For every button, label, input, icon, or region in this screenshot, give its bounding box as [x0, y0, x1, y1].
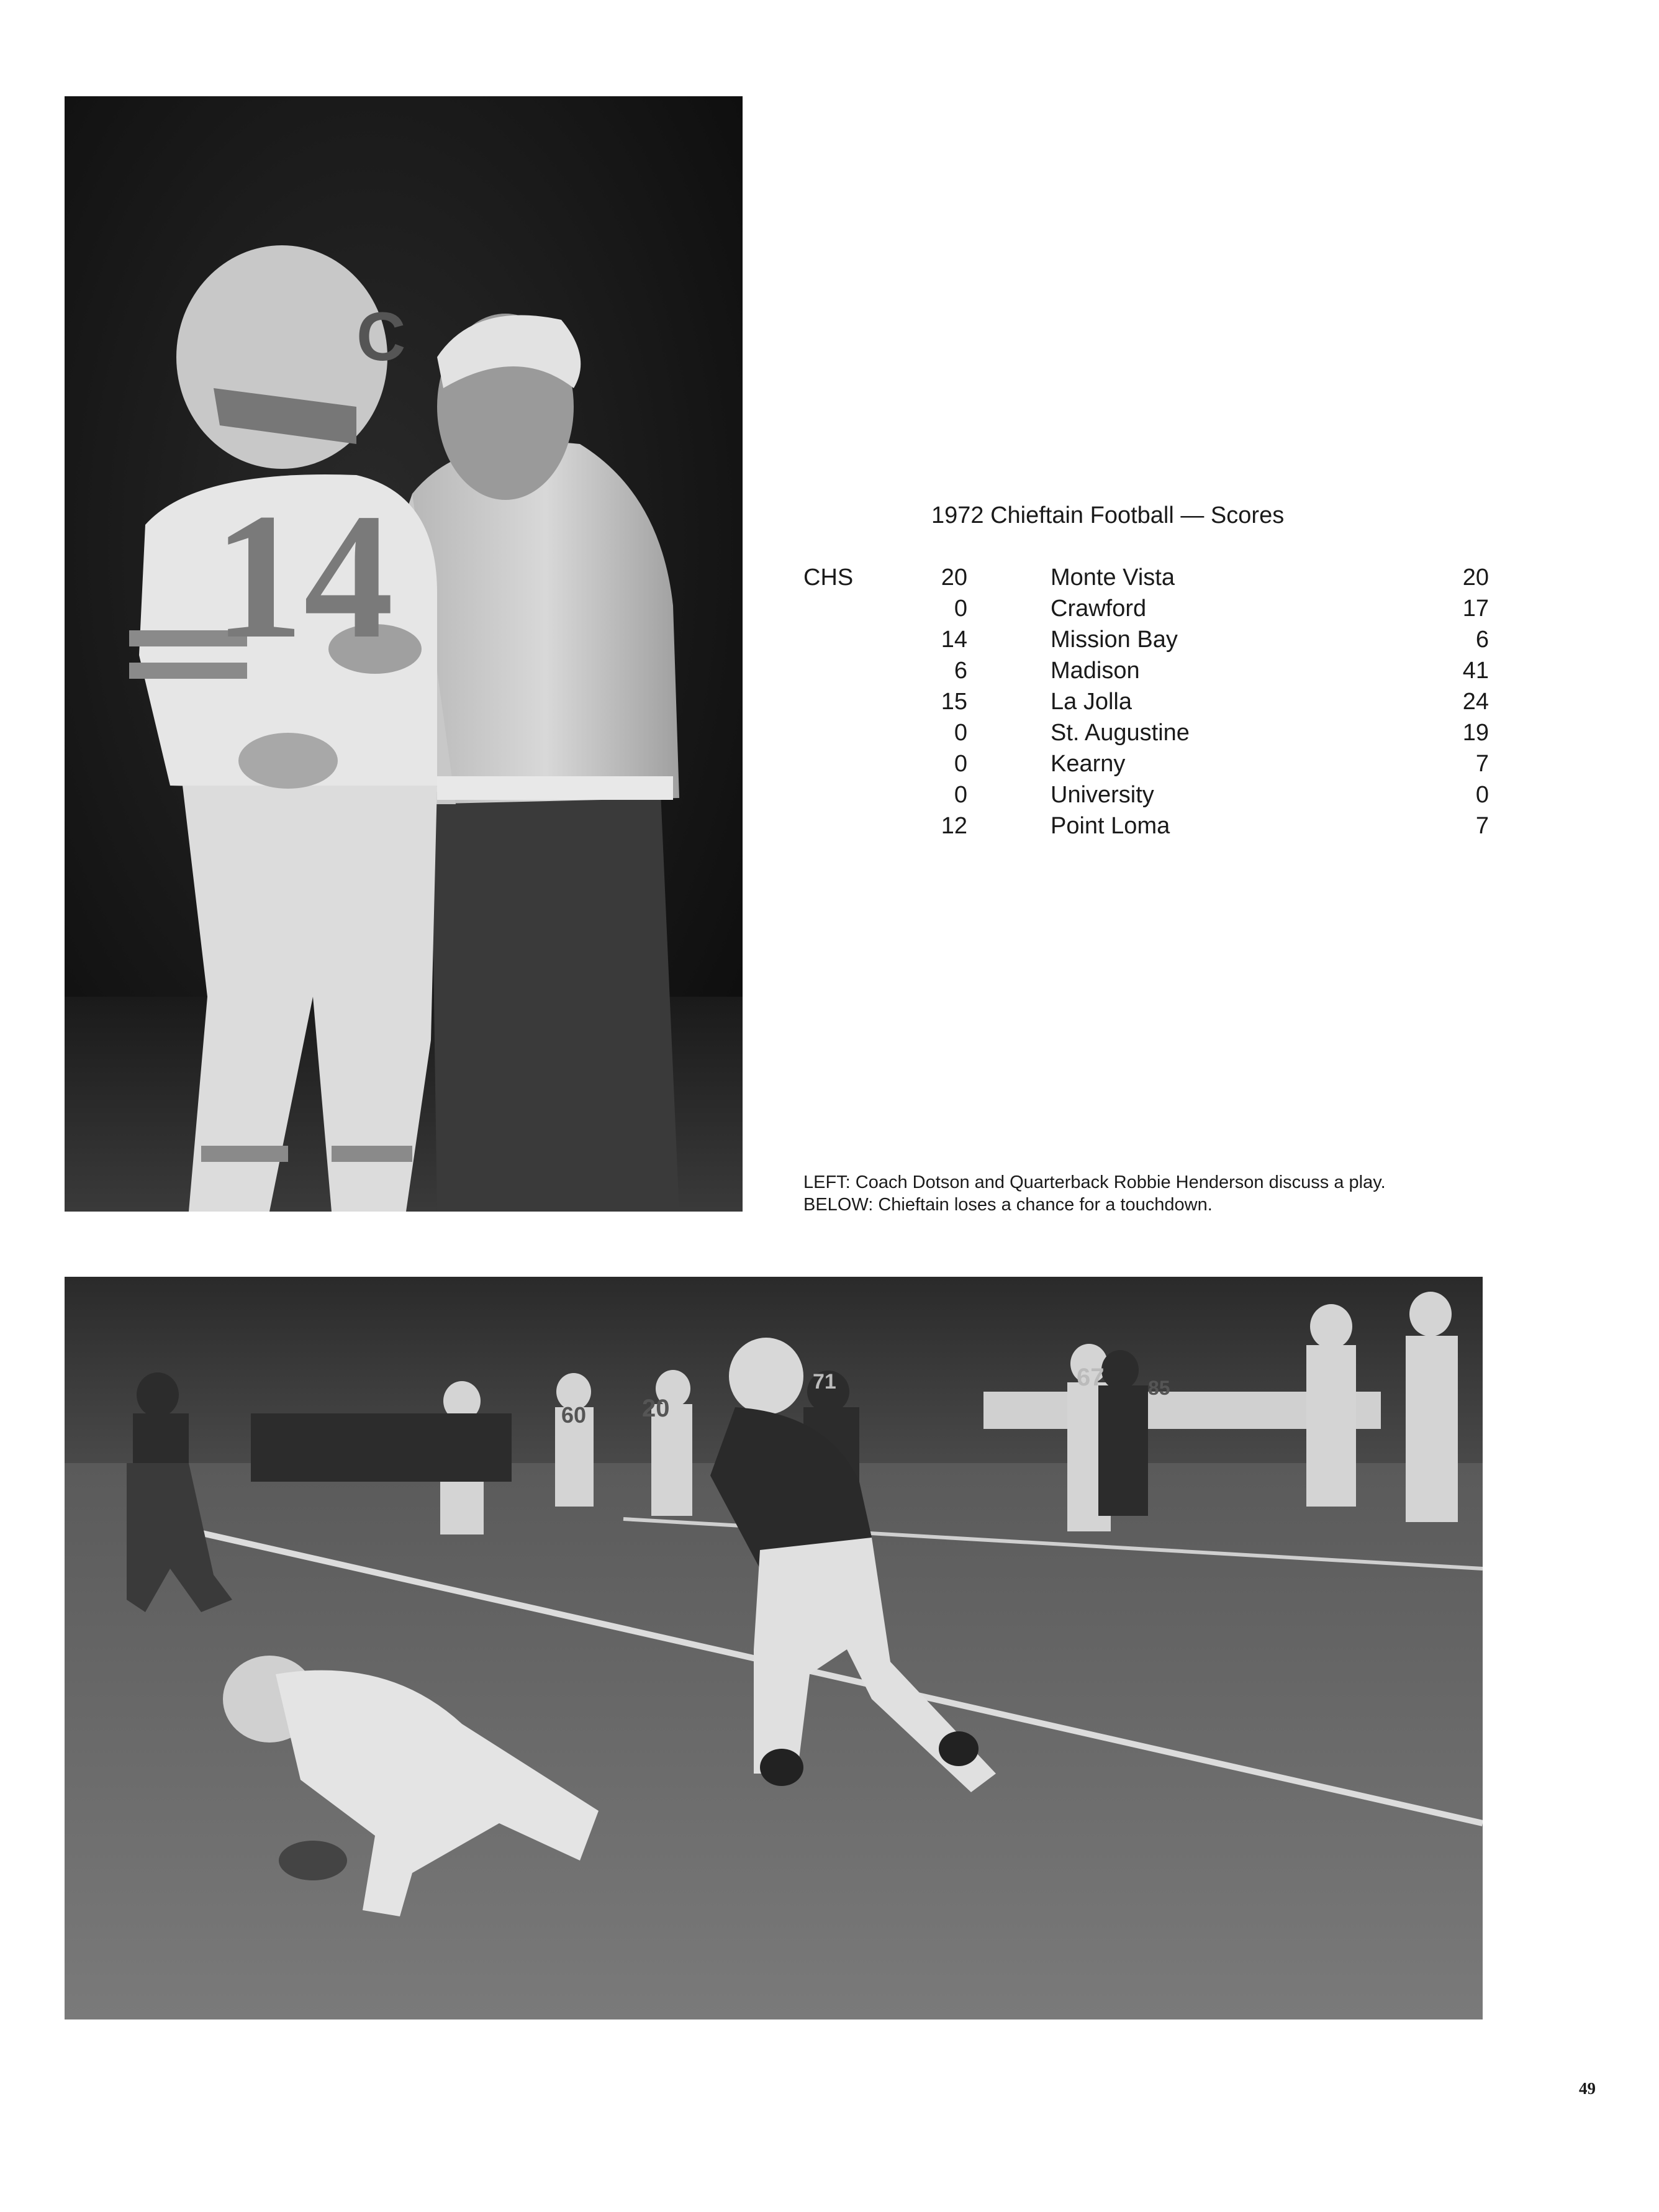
opponent-name: Monte Vista	[1051, 564, 1175, 591]
photo-coach-and-quarterback	[65, 96, 743, 1212]
scores-title: 1972 Chieftain Football — Scores	[931, 502, 1285, 528]
jersey-number: 71	[813, 1370, 836, 1394]
score-row	[803, 562, 1489, 593]
opponent-name: La Jolla	[1051, 689, 1132, 715]
opponent-name: University	[1051, 782, 1154, 808]
opponent-score: 7	[1475, 813, 1489, 839]
opponent-score: 41	[1462, 658, 1489, 684]
opponent-name: Kearny	[1051, 751, 1126, 777]
photo-caption	[803, 1171, 1386, 1216]
score-row	[803, 810, 1489, 841]
page-number: 49	[1579, 2079, 1596, 2098]
chs-score: 6	[954, 658, 967, 684]
team-label: CHS	[803, 564, 854, 591]
opponent-name: Madison	[1051, 658, 1140, 684]
jersey-number: 60	[561, 1402, 587, 1428]
chs-score: 15	[941, 689, 967, 715]
scores-table	[803, 562, 1489, 841]
opponent-score: 17	[1462, 596, 1489, 622]
caption-line-left: LEFT: Coach Dotson and Quarterback Robbie Henderson discuss a play.	[803, 1172, 1386, 1192]
opponent-score: 7	[1475, 751, 1489, 777]
score-row	[803, 748, 1489, 779]
opponent-score: 20	[1462, 564, 1489, 591]
opponent-score: 6	[1475, 627, 1489, 653]
opponent-name: Crawford	[1051, 596, 1147, 622]
score-row	[803, 655, 1489, 686]
chs-score: 0	[954, 720, 967, 746]
photo-field-play	[65, 1277, 1483, 2019]
photo-field-play-image	[65, 1277, 1483, 2019]
caption-line-below: BELOW: Chieftain loses a chance for a touchdown.	[803, 1195, 1213, 1215]
opponent-name: Mission Bay	[1051, 627, 1178, 653]
opponent-score: 19	[1462, 720, 1489, 746]
score-row	[803, 717, 1489, 748]
helmet-letter-icon: C	[356, 299, 406, 375]
score-row	[803, 686, 1489, 717]
score-row	[803, 624, 1489, 655]
jersey-number: 14	[214, 476, 394, 676]
score-row	[803, 779, 1489, 810]
chs-score: 12	[941, 813, 967, 839]
jersey-number: 20	[642, 1395, 670, 1422]
score-row	[803, 593, 1489, 624]
chs-score: 14	[941, 627, 967, 653]
chs-score: 0	[954, 596, 967, 622]
photo-coach-and-quarterback-image	[65, 96, 743, 1212]
opponent-score: 0	[1475, 782, 1489, 808]
chs-score: 0	[954, 782, 967, 808]
opponent-score: 24	[1462, 689, 1489, 715]
opponent-name: Point Loma	[1051, 813, 1170, 839]
chs-score: 0	[954, 751, 967, 777]
jersey-number: 85	[1148, 1377, 1170, 1399]
chs-score: 20	[941, 564, 967, 591]
opponent-name: St. Augustine	[1051, 720, 1190, 746]
jersey-number: 67	[1077, 1364, 1105, 1391]
